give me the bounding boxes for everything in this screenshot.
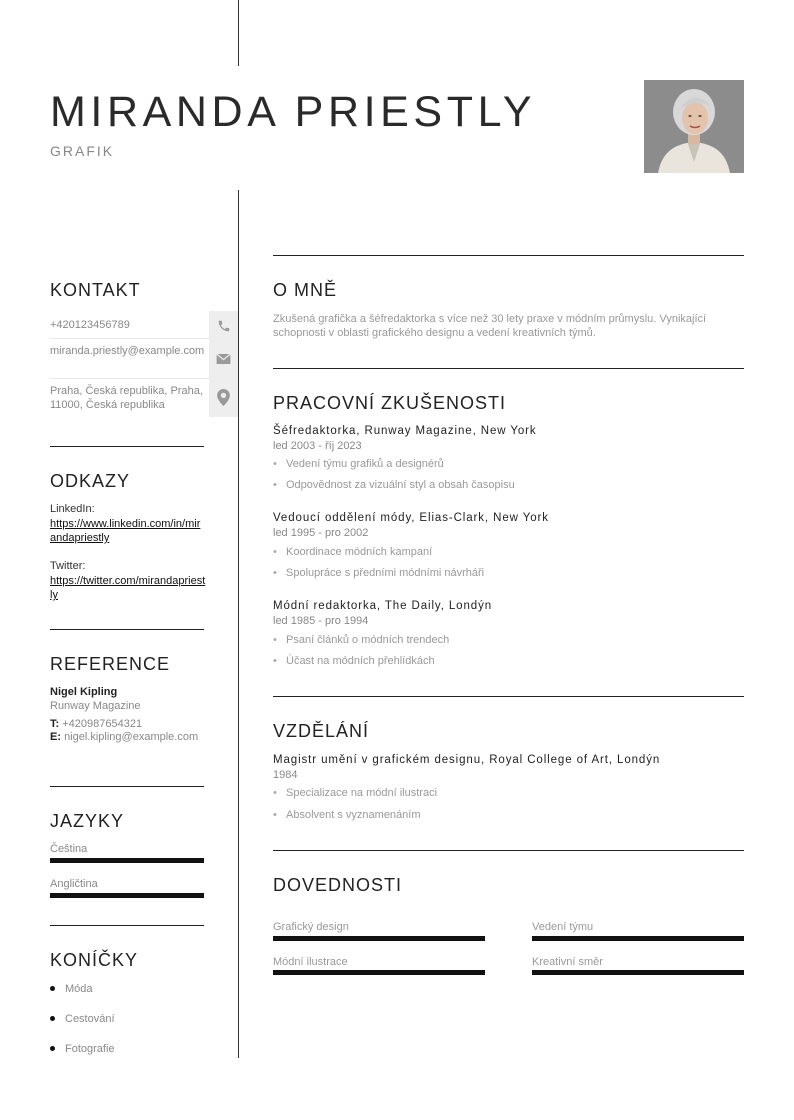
reference-email-row bbox=[50, 731, 208, 744]
twitter-label: Twitter: bbox=[50, 560, 86, 572]
location-pin-icon bbox=[217, 389, 230, 406]
job-title: Šéfredaktorka, Runway Magazine, New York bbox=[273, 425, 537, 437]
sidebar-rule bbox=[50, 786, 204, 787]
job-date: led 1995 - pro 2002 bbox=[273, 527, 369, 539]
reference-phone-label: T: bbox=[50, 718, 60, 730]
bullet-dot bbox=[50, 1016, 55, 1021]
hobby-item bbox=[50, 1013, 115, 1025]
column-divider-line bbox=[238, 190, 239, 1058]
job-bullet: • Spolupráce s předními módními návrháři bbox=[273, 567, 484, 579]
section-rule bbox=[273, 850, 744, 851]
job-title: Vedoucí oddělení módy, Elias-Clark, New York bbox=[273, 512, 549, 524]
skill-level-bar bbox=[532, 970, 744, 975]
hobby-item bbox=[50, 983, 93, 995]
phone-icon-box bbox=[209, 311, 238, 341]
hobbies-heading: KONÍČKY bbox=[50, 950, 139, 970]
job-title: Módní redaktorka, The Daily, Londýn bbox=[273, 600, 493, 612]
hobby-label: Móda bbox=[65, 983, 93, 995]
contact-divider bbox=[50, 378, 210, 379]
experience-heading: PRACOVNÍ ZKUŠENOSTI bbox=[273, 393, 507, 413]
reference-email-label: E: bbox=[50, 731, 61, 743]
phone-icon bbox=[217, 319, 231, 333]
envelope-icon bbox=[216, 353, 231, 365]
education-degree: Magistr umění v grafickém designu, Royal College of Art, Londýn bbox=[273, 754, 661, 766]
candidate-title: GRAFIK bbox=[50, 143, 115, 159]
about-text: Zkušená grafička a šéfredaktorka s více než 30 lety praxe v módním průmyslu. Vynikající schopnosti v oblasti grafického designu a vedení kreativních týmů. bbox=[273, 313, 707, 339]
reference-name: Nigel Kipling bbox=[50, 686, 118, 698]
email-icon-box bbox=[209, 341, 238, 377]
contact-address: Praha, Česká republika, Praha, 11000, Česká republika bbox=[50, 385, 203, 411]
linkedin-link[interactable]: https://www.linkedin.com/in/mirandapriestly bbox=[50, 518, 201, 544]
bullet-dot bbox=[50, 1046, 55, 1051]
top-divider-line bbox=[238, 0, 239, 66]
job-date: led 2003 - říj 2023 bbox=[273, 440, 362, 452]
linkedin-label: LinkedIn: bbox=[50, 503, 95, 515]
section-rule bbox=[273, 368, 744, 369]
bullet-dot bbox=[50, 986, 55, 991]
education-year: 1984 bbox=[273, 769, 298, 781]
reference-phone[interactable]: +420987654321 bbox=[62, 718, 143, 730]
skills-heading: DOVEDNOSTI bbox=[273, 875, 403, 895]
links-heading: ODKAZY bbox=[50, 471, 131, 491]
profile-photo bbox=[644, 80, 744, 173]
hobby-item bbox=[50, 1043, 115, 1055]
twitter-link[interactable]: https://twitter.com/mirandapriestly bbox=[50, 575, 206, 601]
reference-email[interactable]: nigel.kipling@example.com bbox=[64, 731, 199, 743]
language-name: Angličtina bbox=[50, 878, 98, 890]
language-level-bar bbox=[50, 893, 204, 898]
education-bullet: • Absolvent s vyznamenáním bbox=[273, 809, 421, 821]
contact-divider bbox=[50, 338, 210, 339]
section-rule bbox=[273, 696, 744, 697]
hobby-label: Cestování bbox=[65, 1013, 115, 1025]
job-bullet: • Účast na módních přehlídkách bbox=[273, 655, 435, 667]
skill-name: Módní ilustrace bbox=[273, 956, 348, 968]
section-rule bbox=[273, 255, 744, 256]
reference-phone-row bbox=[50, 718, 142, 731]
candidate-name: MIRANDA PRIESTLY bbox=[50, 88, 537, 136]
about-heading: O MNĚ bbox=[273, 280, 338, 300]
language-name: Čeština bbox=[50, 843, 88, 855]
languages-heading: JAZYKY bbox=[50, 811, 125, 831]
contact-phone[interactable]: +420123456789 bbox=[50, 319, 130, 331]
sidebar-rule bbox=[50, 446, 204, 447]
skill-level-bar bbox=[273, 970, 485, 975]
skill-name: Vedení týmu bbox=[532, 921, 594, 933]
address-icon-box bbox=[209, 377, 238, 417]
reference-company: Runway Magazine bbox=[50, 700, 141, 712]
skill-level-bar bbox=[532, 936, 744, 941]
job-bullet: • Vedení týmu grafiků a designérů bbox=[273, 458, 444, 470]
sidebar-rule bbox=[50, 925, 204, 926]
education-heading: VZDĚLÁNÍ bbox=[273, 721, 370, 741]
job-bullet: • Odpovědnost za vizuální styl a obsah časopisu bbox=[273, 479, 515, 491]
skill-level-bar bbox=[273, 936, 485, 941]
contact-email[interactable]: miranda.priestly@example.com bbox=[50, 345, 205, 357]
reference-heading: REFERENCE bbox=[50, 654, 171, 674]
sidebar-rule bbox=[50, 629, 204, 630]
job-bullet: • Koordinace módních kampaní bbox=[273, 546, 432, 558]
contact-heading: KONTAKT bbox=[50, 280, 141, 300]
skill-name: Grafický design bbox=[273, 921, 349, 933]
job-date: led 1985 - pro 1994 bbox=[273, 615, 369, 627]
language-level-bar bbox=[50, 858, 204, 863]
education-bullet: • Specializace na módní ilustraci bbox=[273, 787, 437, 799]
hobby-label: Fotografie bbox=[65, 1043, 115, 1055]
skill-name: Kreativní směr bbox=[532, 956, 603, 968]
job-bullet: • Psaní článků o módních trendech bbox=[273, 634, 449, 646]
